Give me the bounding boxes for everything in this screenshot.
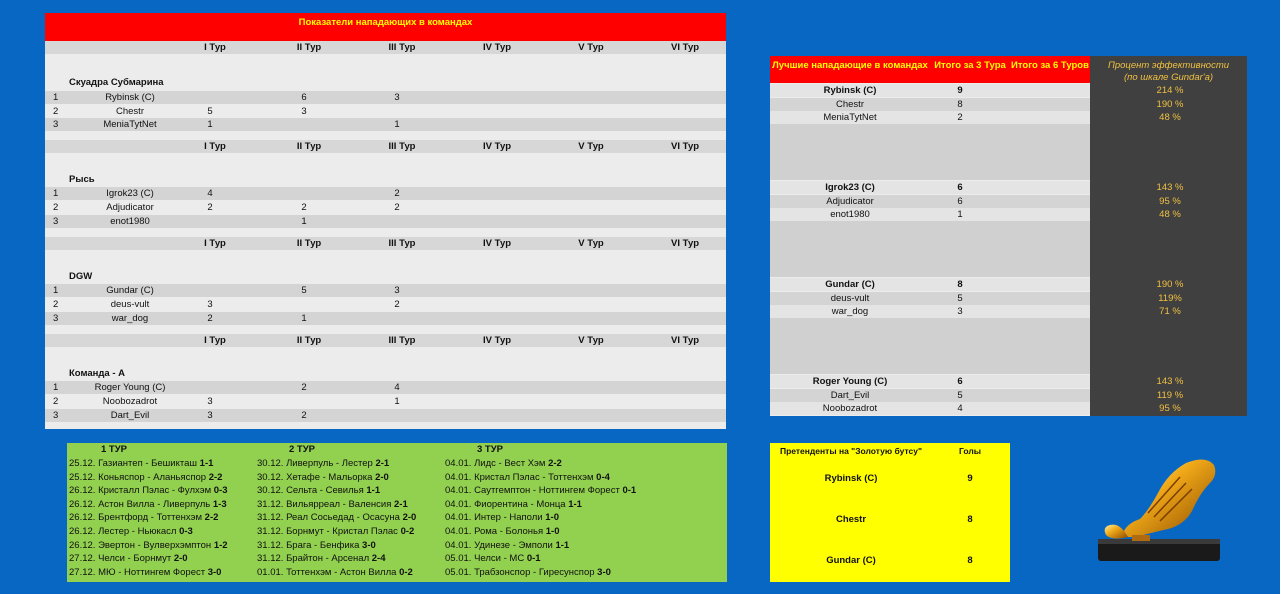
match-score: 0-3 [179,525,193,537]
best-forward-row [770,375,1247,388]
match-date: 01.01. [257,566,284,578]
player-row [45,91,726,104]
forward-efficiency: 71 % [1159,306,1181,318]
forward-total: 5 [957,292,963,304]
match-score: 1-1 [366,485,381,497]
player-row [45,395,726,408]
player-name: enot1980 [110,216,150,227]
match-score: 0-2 [399,566,413,578]
player-row [45,298,726,311]
tour-header-row [45,140,726,153]
best-forwards-header: Лучшие нападающие в командах [770,56,930,83]
match-score: 1-1 [568,498,582,510]
player-rank: 1 [53,285,59,296]
match-row [69,457,254,471]
match-score: 2-4 [371,553,386,565]
player-row [45,381,726,394]
match-date: 05.01. [445,566,472,578]
match-teams: Трабзонспор - Гиресунспор [474,566,595,578]
best-forward-row [770,278,1247,291]
spacer [770,221,1090,277]
player-rank: 3 [53,216,59,227]
tour-header: V Тур [578,42,604,53]
match-row [445,525,725,539]
match-teams: Брентфорд - Тоттенхэм [98,512,203,524]
forward-total: 8 [957,279,963,290]
player-row [45,215,726,228]
match-teams: Хетафе - Мальорка [286,471,373,483]
golden-boot-table [770,443,1010,582]
golden-boot-goals: 9 [967,473,973,484]
forward-total: 8 [957,98,963,110]
match-score: 2-1 [394,498,408,510]
match-date: 26.12. [69,498,96,510]
forward-total: 9 [957,85,963,96]
match-teams: Реал Сосьедад - Осасуна [286,512,400,524]
match-row [69,552,254,566]
player-goals-t3: 3 [394,92,400,103]
player-rank: 3 [53,119,59,130]
forward-efficiency: 95 % [1159,403,1181,415]
schedule-column [257,443,442,579]
match-row [257,552,442,566]
player-name: war_dog [111,313,149,324]
match-date: 04.01. [445,471,472,483]
match-score: 3-0 [207,566,222,578]
match-row [445,566,725,580]
match-row [257,484,442,498]
spacer [770,124,1090,180]
match-row [445,539,725,553]
tour-header: IV Тур [482,238,512,249]
forward-efficiency: 214 % [1156,85,1184,96]
match-date: 31.12. [257,539,284,551]
match-date: 25.12. [69,471,96,483]
player-name: Gundar (C) [106,285,154,296]
schedule-column [69,443,254,579]
match-date: 25.12. [69,458,96,469]
match-date: 26.12. [69,512,96,524]
schedule-tour-title: 2 ТУР [289,444,315,455]
player-goals-t2: 5 [301,285,307,296]
forward-total: 6 [957,195,963,207]
player-row [45,118,726,131]
golden-boot-goals: 8 [967,514,973,525]
player-rank: 2 [53,396,59,407]
match-date: 26.12. [69,539,96,551]
match-row [445,471,725,485]
match-teams: Брайтон - Арсенал [286,553,370,565]
tour-header: IV Тур [482,335,512,346]
forward-name: Gundar (C) [825,279,875,290]
tour-header-row [45,41,726,54]
match-teams: Интер - Наполи [474,512,543,524]
player-rank: 3 [53,410,59,421]
match-date: 05.01. [445,553,472,565]
player-row [45,187,726,200]
schedule-tour-title: 3 ТУР [477,444,503,455]
match-teams: Тоттенхэм - Астон Вилла [286,566,397,578]
player-goals-t1: 3 [207,410,213,421]
tour-header: V Тур [578,238,604,249]
match-date: 31.12. [257,512,284,524]
match-row [257,498,442,512]
best-forward-row [770,195,1247,208]
match-row [445,484,725,498]
forwards-table-title: Показатели нападающих в командах [45,13,726,41]
forward-efficiency: 119 % [1156,389,1184,401]
forward-total: 2 [957,112,963,124]
match-row [257,457,442,471]
match-score: 1-0 [545,525,560,537]
best-forward-row [770,305,1247,318]
match-teams: Фиорентина - Монца [474,498,566,510]
forward-total: 5 [957,389,963,401]
forward-total: 6 [957,376,963,387]
total3-header: Итого за 3 Тура [930,56,1010,83]
spacer [770,318,1090,374]
match-row [69,498,254,512]
match-score: 2-2 [208,471,223,483]
match-teams: Астон Вилла - Ливерпуль [98,498,211,510]
forward-name: deus-vult [830,292,870,304]
player-name: Rybinsk (C) [105,92,155,103]
match-row [69,511,254,525]
forward-total: 6 [957,182,963,193]
tour-header: VI Тур [670,335,700,346]
golden-boot-trophy-icon [1088,453,1228,573]
tour-header: I Тур [204,335,226,346]
best-forward-row [770,111,1247,124]
match-date: 31.12. [257,498,284,510]
match-teams: Саутгемптон - Ноттингем Форест [474,485,620,497]
player-rank: 1 [53,188,59,199]
player-goals-t1: 4 [207,188,213,199]
match-teams: Вильярреал - Валенсия [286,498,392,510]
match-teams: Борнмут - Кристал Пэлас [286,525,398,537]
match-row [257,511,442,525]
forward-total: 4 [957,403,963,415]
player-name: Noobozadrot [102,396,158,407]
player-goals-t3: 2 [394,299,400,310]
tour-header: I Тур [204,238,226,249]
forward-efficiency: 48 % [1159,112,1181,124]
tour-header: VI Тур [670,238,700,249]
player-goals-t3: 1 [394,396,400,407]
match-score: 3-0 [597,566,611,578]
player-goals-t1: 2 [207,313,213,324]
tour-header: V Тур [578,141,604,152]
player-goals-t3: 3 [394,285,400,296]
player-goals-t3: 2 [394,188,400,199]
tour-header: VI Тур [670,42,700,53]
match-row [445,457,725,471]
player-name: Roger Young (C) [94,382,166,393]
player-row [45,409,726,422]
match-score: 0-2 [400,525,415,537]
forward-name: Rybinsk (C) [823,85,877,96]
match-row [445,498,725,512]
match-date: 04.01. [445,498,472,510]
player-rank: 2 [53,299,59,310]
match-teams: Брага - Бенфика [286,539,360,551]
match-row [69,525,254,539]
match-score: 1-0 [545,512,559,524]
tour-header: III Тур [388,141,416,152]
match-date: 04.01. [445,458,472,469]
player-row [45,105,726,118]
golden-boot-candidate: Chestr [835,514,867,525]
match-date: 27.12. [69,566,96,578]
player-rank: 1 [53,382,59,393]
match-row [445,552,725,566]
tour-header: III Тур [388,238,416,249]
match-teams: Сельта - Севилья [286,485,364,497]
best-forward-row [770,208,1247,221]
tour-header: II Тур [296,141,322,152]
total6-header: Итого за 6 Туров [1010,56,1090,83]
match-row [257,471,442,485]
best-forwards-table [770,56,1247,416]
player-goals-t2: 1 [301,313,307,324]
player-row [45,201,726,214]
player-goals-t2: 6 [301,92,307,103]
tour-header: III Тур [388,335,416,346]
match-score: 2-2 [204,512,219,524]
golden-boot-candidate: Gundar (C) [826,555,876,566]
player-goals-t3: 1 [394,119,400,130]
forward-name: Igrok23 (C) [825,182,875,193]
match-teams: Удинезе - Эмполи [474,539,553,551]
tour-header: III Тур [388,42,416,53]
match-row [257,539,442,553]
forward-efficiency: 143 % [1156,182,1184,193]
match-score: 2-0 [375,471,389,483]
tour-header: I Тур [204,141,226,152]
match-score: 3-0 [362,539,376,551]
player-goals-t2: 2 [301,382,307,393]
forward-name: Chestr [836,98,864,110]
golden-boot-header-label: Претенденты на "Золотую бутсу" [779,446,923,456]
forward-efficiency: 190 % [1156,279,1184,290]
player-row [45,312,726,325]
player-goals-t3: 2 [394,202,400,213]
match-teams: МЮ - Ноттингем Форест [98,566,206,578]
tour-header-row [45,334,726,347]
player-goals-t1: 3 [207,396,213,407]
forward-name: MeniaTytNet [823,112,877,124]
player-goals-t2: 2 [301,202,307,213]
match-row [69,566,254,580]
forward-name: war_dog [831,306,869,318]
player-rank: 3 [53,313,59,324]
match-teams: Рома - Болонья [474,525,544,537]
tour-header: II Тур [296,335,322,346]
forwards-table [45,13,726,429]
player-name: deus-vult [110,299,150,310]
efficiency-column [1090,83,1247,416]
golden-boot-candidate: Rybinsk (C) [824,473,878,484]
match-teams: Кристал Пэлас - Тоттенхэм [474,471,594,483]
match-date: 04.01. [445,512,472,524]
match-score: 0-4 [596,471,610,483]
match-score: 1-3 [212,498,227,510]
match-teams: Эвертон - Вулверхэмптон [98,539,212,551]
player-name: Dart_Evil [110,410,150,421]
player-rank: 2 [53,202,59,213]
team-name: Команда - А [69,368,126,379]
match-schedule [67,443,727,582]
match-score: 2-2 [548,458,562,469]
forward-total: 3 [957,306,963,318]
match-teams: Челси - Борнмут [98,553,172,565]
match-teams: Газиантеп - Бешикташ [98,458,198,469]
match-teams: Ливерпуль - Лестер [286,458,373,469]
tour-header: IV Тур [482,141,512,152]
tour-header: I Тур [204,42,226,53]
tour-header: II Тур [296,42,322,53]
forward-efficiency: 143 % [1156,376,1184,387]
match-date: 27.12. [69,553,96,565]
forward-name: enot1980 [830,209,870,221]
match-teams: Коньяспор - Аланьяспор [98,471,207,483]
player-name: Igrok23 (C) [106,188,154,199]
efficiency-header: Процент эффективности (по шкале Gundar'а) [1090,56,1247,83]
match-score: 2-1 [375,458,390,469]
golden-boot-goals: 8 [967,555,973,566]
player-rank: 2 [53,106,59,117]
forward-efficiency: 48 % [1159,209,1181,221]
schedule-column [445,443,725,579]
tour-header: II Тур [296,238,322,249]
player-goals-t2: 3 [301,106,307,117]
best-forward-row [770,84,1247,97]
forward-name: Roger Young (C) [812,376,888,387]
match-score: 0-3 [213,485,228,497]
match-row [445,511,725,525]
match-row [69,539,254,553]
player-row [45,284,726,297]
match-teams: Лестер - Ньюкасл [98,525,177,537]
match-score: 1-1 [199,458,214,469]
match-date: 30.12. [257,485,284,497]
tour-header: VI Тур [670,141,700,152]
match-date: 31.12. [257,553,284,565]
match-score: 0-1 [526,553,541,565]
golden-boot-header-goals: Голы [958,446,982,456]
player-goals-t1: 3 [207,299,213,310]
match-score: 0-1 [622,485,637,497]
player-goals-t1: 1 [207,119,213,130]
forward-efficiency: 95 % [1159,195,1181,207]
best-forward-row [770,292,1247,305]
player-goals-t1: 5 [207,106,213,117]
team-name: DGW [69,271,93,282]
match-score: 2-0 [402,512,417,524]
player-goals-t3: 4 [394,382,400,393]
tour-header-row [45,237,726,250]
player-rank: 1 [53,92,59,103]
best-forward-row [770,402,1247,415]
forward-name: Dart_Evil [830,389,870,401]
forward-efficiency: 119% [1158,292,1182,304]
match-date: 26.12. [69,525,96,537]
match-date: 04.01. [445,485,472,497]
match-date: 04.01. [445,525,472,537]
tour-header: IV Тур [482,42,512,53]
forward-total: 1 [957,209,963,221]
match-date: 30.12. [257,471,284,483]
match-date: 30.12. [257,458,284,469]
player-goals-t2: 1 [301,216,307,227]
match-date: 31.12. [257,525,284,537]
player-goals-t2: 2 [301,410,307,421]
forward-efficiency: 190 % [1156,98,1184,110]
match-date: 04.01. [445,539,472,551]
player-name: Chestr [116,106,144,117]
best-forward-row [770,389,1247,402]
match-teams: Лидс - Вест Хэм [474,458,546,469]
best-forward-row [770,98,1247,111]
team-name: Рысь [69,174,95,185]
player-name: Adjudicator [106,202,154,213]
tour-header: V Тур [578,335,604,346]
match-row [257,566,442,580]
match-row [69,471,254,485]
schedule-tour-title: 1 ТУР [101,444,127,455]
team-name: Скуадра Субмарина [69,77,164,88]
forward-name: Adjudicator [826,195,874,207]
match-teams: Челси - МС [474,553,525,565]
forward-name: Noobozadrot [822,403,878,415]
match-row [257,525,442,539]
player-name: MeniaTytNet [103,119,157,130]
match-date: 26.12. [69,485,96,497]
match-score: 1-2 [213,539,228,551]
match-row [69,484,254,498]
match-score: 2-0 [173,553,188,565]
best-forward-row [770,181,1247,194]
match-score: 1-1 [555,539,570,551]
player-goals-t1: 2 [207,202,213,213]
match-teams: Кристалл Пэлас - Фулхэм [98,485,212,497]
